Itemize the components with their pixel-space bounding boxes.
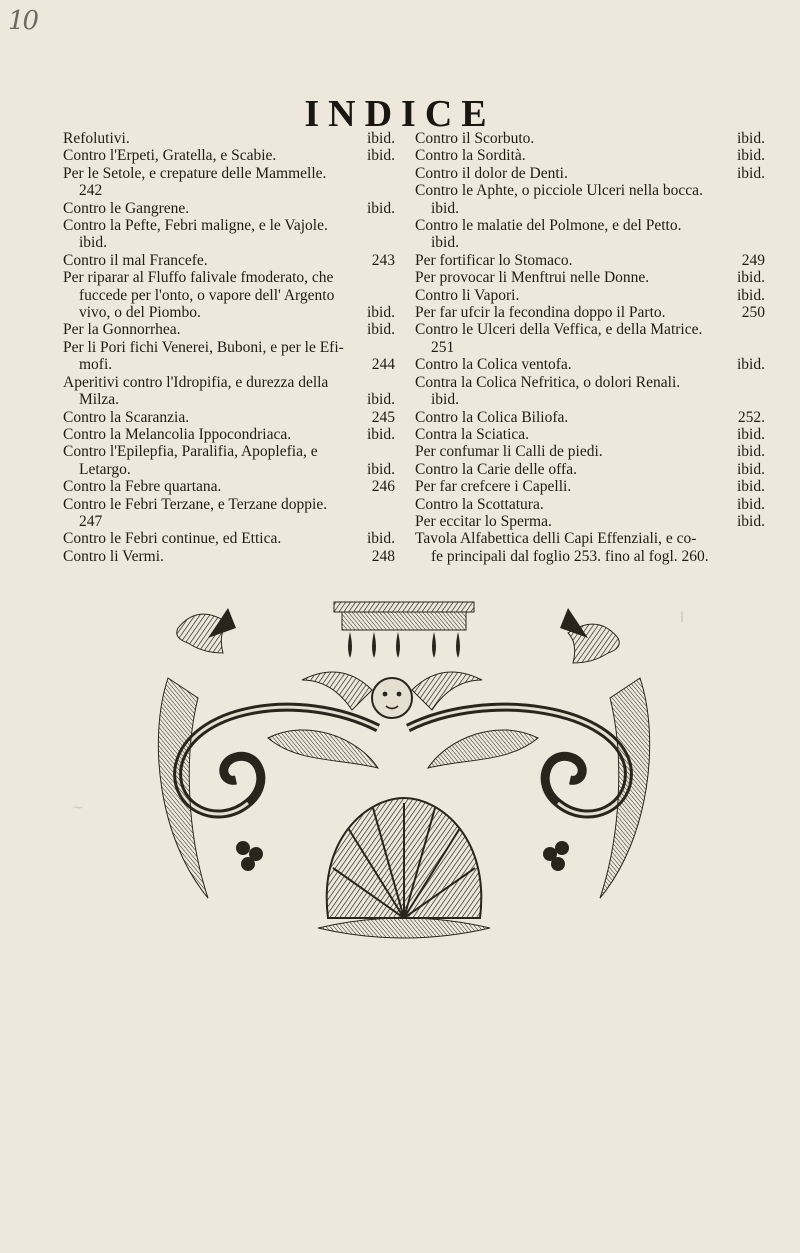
index-entry-text: Per fortificar lo Stomaco.: [415, 251, 573, 269]
index-entry: [63, 409, 395, 426]
index-entry-text: Contro li Vapori.: [415, 286, 520, 304]
index-entry-text: Contra la Colica Nefritica, o dolori Renali.: [415, 373, 681, 391]
index-entry: [63, 217, 395, 234]
index-entry-text: Contro l'Epilepfia, Paralifia, Apoplefia, e: [63, 443, 318, 461]
index-entry: [415, 252, 765, 269]
index-entry-text: Contro la Melancolia Ippocondriaca.: [63, 425, 292, 443]
index-entry-text: Contro le Gangrene.: [63, 199, 190, 217]
index-entry-text: Contro la Colica Biliofa.: [415, 408, 569, 426]
index-entry: [415, 426, 765, 443]
index-entry-page: 243: [371, 251, 395, 269]
index-entry-text: ibid.: [431, 234, 459, 252]
index-entry: [63, 478, 395, 495]
index-entry: [415, 339, 765, 356]
index-entry: [63, 548, 395, 565]
index-entry: [415, 304, 765, 321]
index-entry-page: ibid.: [737, 460, 765, 478]
bleed-mark: ~: [72, 800, 84, 816]
index-entry: [415, 391, 765, 408]
index-entry: [63, 496, 395, 513]
index-entry-text: Per far ufcir la fecondina doppo il Parto.: [415, 304, 666, 322]
index-entry: [63, 182, 395, 199]
index-entry-text: Contro la Pefte, Febri maligne, e le Vajole.: [63, 217, 328, 235]
index-entry-text: ibid.: [431, 391, 459, 409]
index-entry-text: Contro il mal Francefe.: [63, 251, 208, 269]
index-entry-page: ibid.: [367, 304, 395, 322]
index-entry-text: Contro le Febri continue, ed Ettica.: [63, 530, 282, 548]
index-entry-text: Contra la Sciatica.: [415, 425, 530, 443]
index-entry-text: Per riparar al Fluffo falivale fmoderato, che: [63, 269, 334, 287]
index-entry-page: ibid.: [367, 460, 395, 478]
index-entry: [415, 356, 765, 373]
index-entry-text: Per confumar li Calli de piedi.: [415, 443, 603, 461]
index-entry-text: Contro il Scorbuto.: [415, 130, 535, 147]
index-entry: [63, 269, 395, 286]
index-entry-text: Contro l'Erpeti, Gratella, e Scabie.: [63, 147, 277, 165]
index-entry-page: ibid.: [367, 425, 395, 443]
index-entry: [63, 252, 395, 269]
index-entry: [415, 200, 765, 217]
index-entry: [63, 530, 395, 547]
bleed-mark: I: [680, 610, 685, 626]
index-entry: [415, 409, 765, 426]
index-entry-text: Contro le Aphte, o picciole Ulceri nella bocca.: [415, 182, 703, 200]
index-entry-page: 250: [741, 304, 765, 322]
index-entry: [63, 339, 395, 356]
index-entry-text: Contro la Scottatura.: [415, 495, 544, 513]
index-entry-page: ibid.: [367, 199, 395, 217]
index-entry-page: ibid.: [367, 147, 395, 165]
index-entry-page: ibid.: [367, 391, 395, 409]
index-entry-page: ibid.: [737, 443, 765, 461]
index-entry: [415, 147, 765, 164]
index-entry-text: 251: [431, 338, 455, 356]
index-entry: [63, 304, 395, 321]
index-entry-text: Per eccitar lo Sperma.: [415, 512, 552, 530]
index-entry: [63, 147, 395, 164]
page-header: INDICE: [304, 93, 496, 135]
index-entry-page: ibid.: [367, 530, 395, 548]
index-entry-text: Per li Pori fichi Venerei, Buboni, e per le Efi-: [63, 338, 344, 356]
index-entry-page: 244: [371, 356, 395, 374]
index-entry-text: Per la Gonnorrhea.: [63, 321, 181, 339]
index-entry-page: ibid.: [737, 425, 765, 443]
index-entry: [415, 461, 765, 478]
index-entry-page: 248: [371, 547, 395, 565]
index-entry-page: ibid.: [737, 495, 765, 513]
index-entry: [63, 391, 395, 408]
index-entry: [415, 443, 765, 460]
index-entry-text: Contro la Carie delle offa.: [415, 460, 577, 478]
index-entry-text: 247: [79, 512, 103, 530]
index-entry: [415, 530, 765, 547]
index-entry-text: Per far crefcere i Capelli.: [415, 478, 572, 496]
index-entry: [415, 321, 765, 338]
index-entry-text: Milza.: [79, 391, 120, 409]
index-entry: [415, 130, 765, 147]
index-entry-text: Letargo.: [79, 460, 131, 478]
index-entry-text: Contro la Febre quartana.: [63, 478, 222, 496]
index-entry-text: Aperitivi contro l'Idropifia, e durezza della: [63, 373, 329, 391]
index-entry-text: Contro le malatie del Polmone, e del Petto.: [415, 217, 682, 235]
index-entry-text: ibid.: [79, 234, 107, 252]
index-entry: [63, 513, 395, 530]
index-entry: [63, 287, 395, 304]
index-entry: [415, 217, 765, 234]
index-entry: [63, 443, 395, 460]
index-entry: [63, 461, 395, 478]
index-entry-page: 252.: [737, 408, 765, 426]
index-entry-text: Contro la Sordità.: [415, 147, 526, 165]
index-entry: [415, 234, 765, 251]
index-entry-text: Contro li Vermi.: [63, 547, 164, 565]
index-entry-text: 242: [79, 182, 103, 200]
index-entry-text: fuccede per l'onto, o vapore dell' Argento: [79, 286, 335, 304]
index-entry-text: Contro il dolor de Denti.: [415, 164, 568, 182]
index-entry-page: ibid.: [737, 356, 765, 374]
index-entry-page: ibid.: [367, 321, 395, 339]
index-entry-text: Per provocar li Menftrui nelle Donne.: [415, 269, 650, 287]
baroque-ornament-icon: [148, 598, 660, 943]
index-entry: [63, 165, 395, 182]
index-entry-page: ibid.: [737, 147, 765, 165]
index-entry-page: ibid.: [737, 512, 765, 530]
index-entry-text: Per le Setole, e crepature delle Mammelle.: [63, 164, 327, 182]
index-entry: [63, 130, 395, 147]
index-entry: [415, 496, 765, 513]
index-entry-text: mofi.: [79, 356, 113, 374]
index-entry-page: ibid.: [737, 286, 765, 304]
index-entry: [63, 426, 395, 443]
index-entry: [63, 356, 395, 373]
index-entry: [415, 513, 765, 530]
index-entry-page: ibid.: [737, 130, 765, 147]
index-entry: [415, 478, 765, 495]
index-column-left: [63, 130, 395, 565]
index-entry: [415, 374, 765, 391]
pencil-page-number: 10: [8, 6, 38, 36]
index-entry-page: 246: [371, 478, 395, 496]
index-entry: [415, 165, 765, 182]
index-column-right: [415, 130, 765, 565]
index-entry-text: Contro la Scaranzia.: [63, 408, 190, 426]
index-entry: [415, 182, 765, 199]
index-entry-page: 249: [741, 251, 765, 269]
index-entry: [415, 269, 765, 286]
index-entry: [63, 321, 395, 338]
index-entry-text: fe principali dal foglio 253. fino al fogl. 260.: [431, 547, 709, 565]
index-entry-text: Contro le Ulceri della Veffica, e della Matrice.: [415, 321, 703, 339]
index-entry-text: Tavola Alfabettica delli Capi Effenziali, e co-: [415, 530, 697, 548]
index-entry-page: ibid.: [367, 130, 395, 147]
index-entry: [415, 287, 765, 304]
index-entry: [63, 234, 395, 251]
index-entry-text: Contro la Colica ventofa.: [415, 356, 572, 374]
index-entry: [63, 200, 395, 217]
index-entry-page: ibid.: [737, 164, 765, 182]
index-entry-text: Contro le Febri Terzane, e Terzane doppie.: [63, 495, 328, 513]
index-entry-text: vivo, o del Piombo.: [79, 304, 201, 322]
index-entry-page: 245: [371, 408, 395, 426]
index-entry-text: ibid.: [431, 199, 459, 217]
index-entry-text: Refolutivi.: [63, 130, 130, 147]
index-entry-page: ibid.: [737, 269, 765, 287]
index-entry-page: ibid.: [737, 478, 765, 496]
index-entry: [415, 548, 765, 565]
index-entry: [63, 374, 395, 391]
